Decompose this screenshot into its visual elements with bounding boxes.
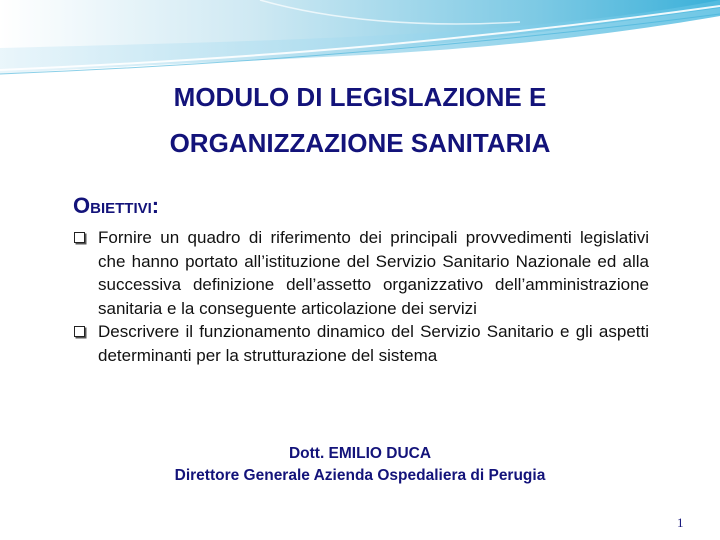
bullet-text: Fornire un quadro di riferimento dei principali provvedimenti legislativi che hanno portato all’istituzione del Servizio Sanitario Nazionale ed alla successiva definizione dell’assetto organizzativo dell’amministrazione sanitaria e la conseguente articolazione dei servizi	[98, 228, 649, 318]
checkbox-bullet-icon	[74, 232, 85, 243]
slide-title-line1: MODULO DI LEGISLAZIONE E	[173, 82, 547, 112]
slide-title	[0, 74, 720, 166]
author-block	[0, 443, 720, 487]
bullet-text: Descrivere il funzionamento dinamico del Servizio Sanitario e gli aspetti determinanti per la strutturazione del sistema	[98, 322, 649, 365]
author-role: Direttore Generale Azienda Ospedaliera di Perugia	[174, 467, 546, 484]
objectives-list	[73, 226, 649, 367]
header-wave-decoration	[0, 0, 720, 80]
page-number: 1	[677, 515, 684, 530]
list-item	[73, 320, 649, 367]
author-name: Dott. EMILIO DUCA	[288, 445, 432, 462]
slide-title-line2: ORGANIZZAZIONE SANITARIA	[169, 128, 551, 158]
objectives-heading: Obiettivi:	[73, 193, 160, 218]
list-item	[73, 226, 649, 320]
checkbox-bullet-icon	[74, 326, 85, 337]
